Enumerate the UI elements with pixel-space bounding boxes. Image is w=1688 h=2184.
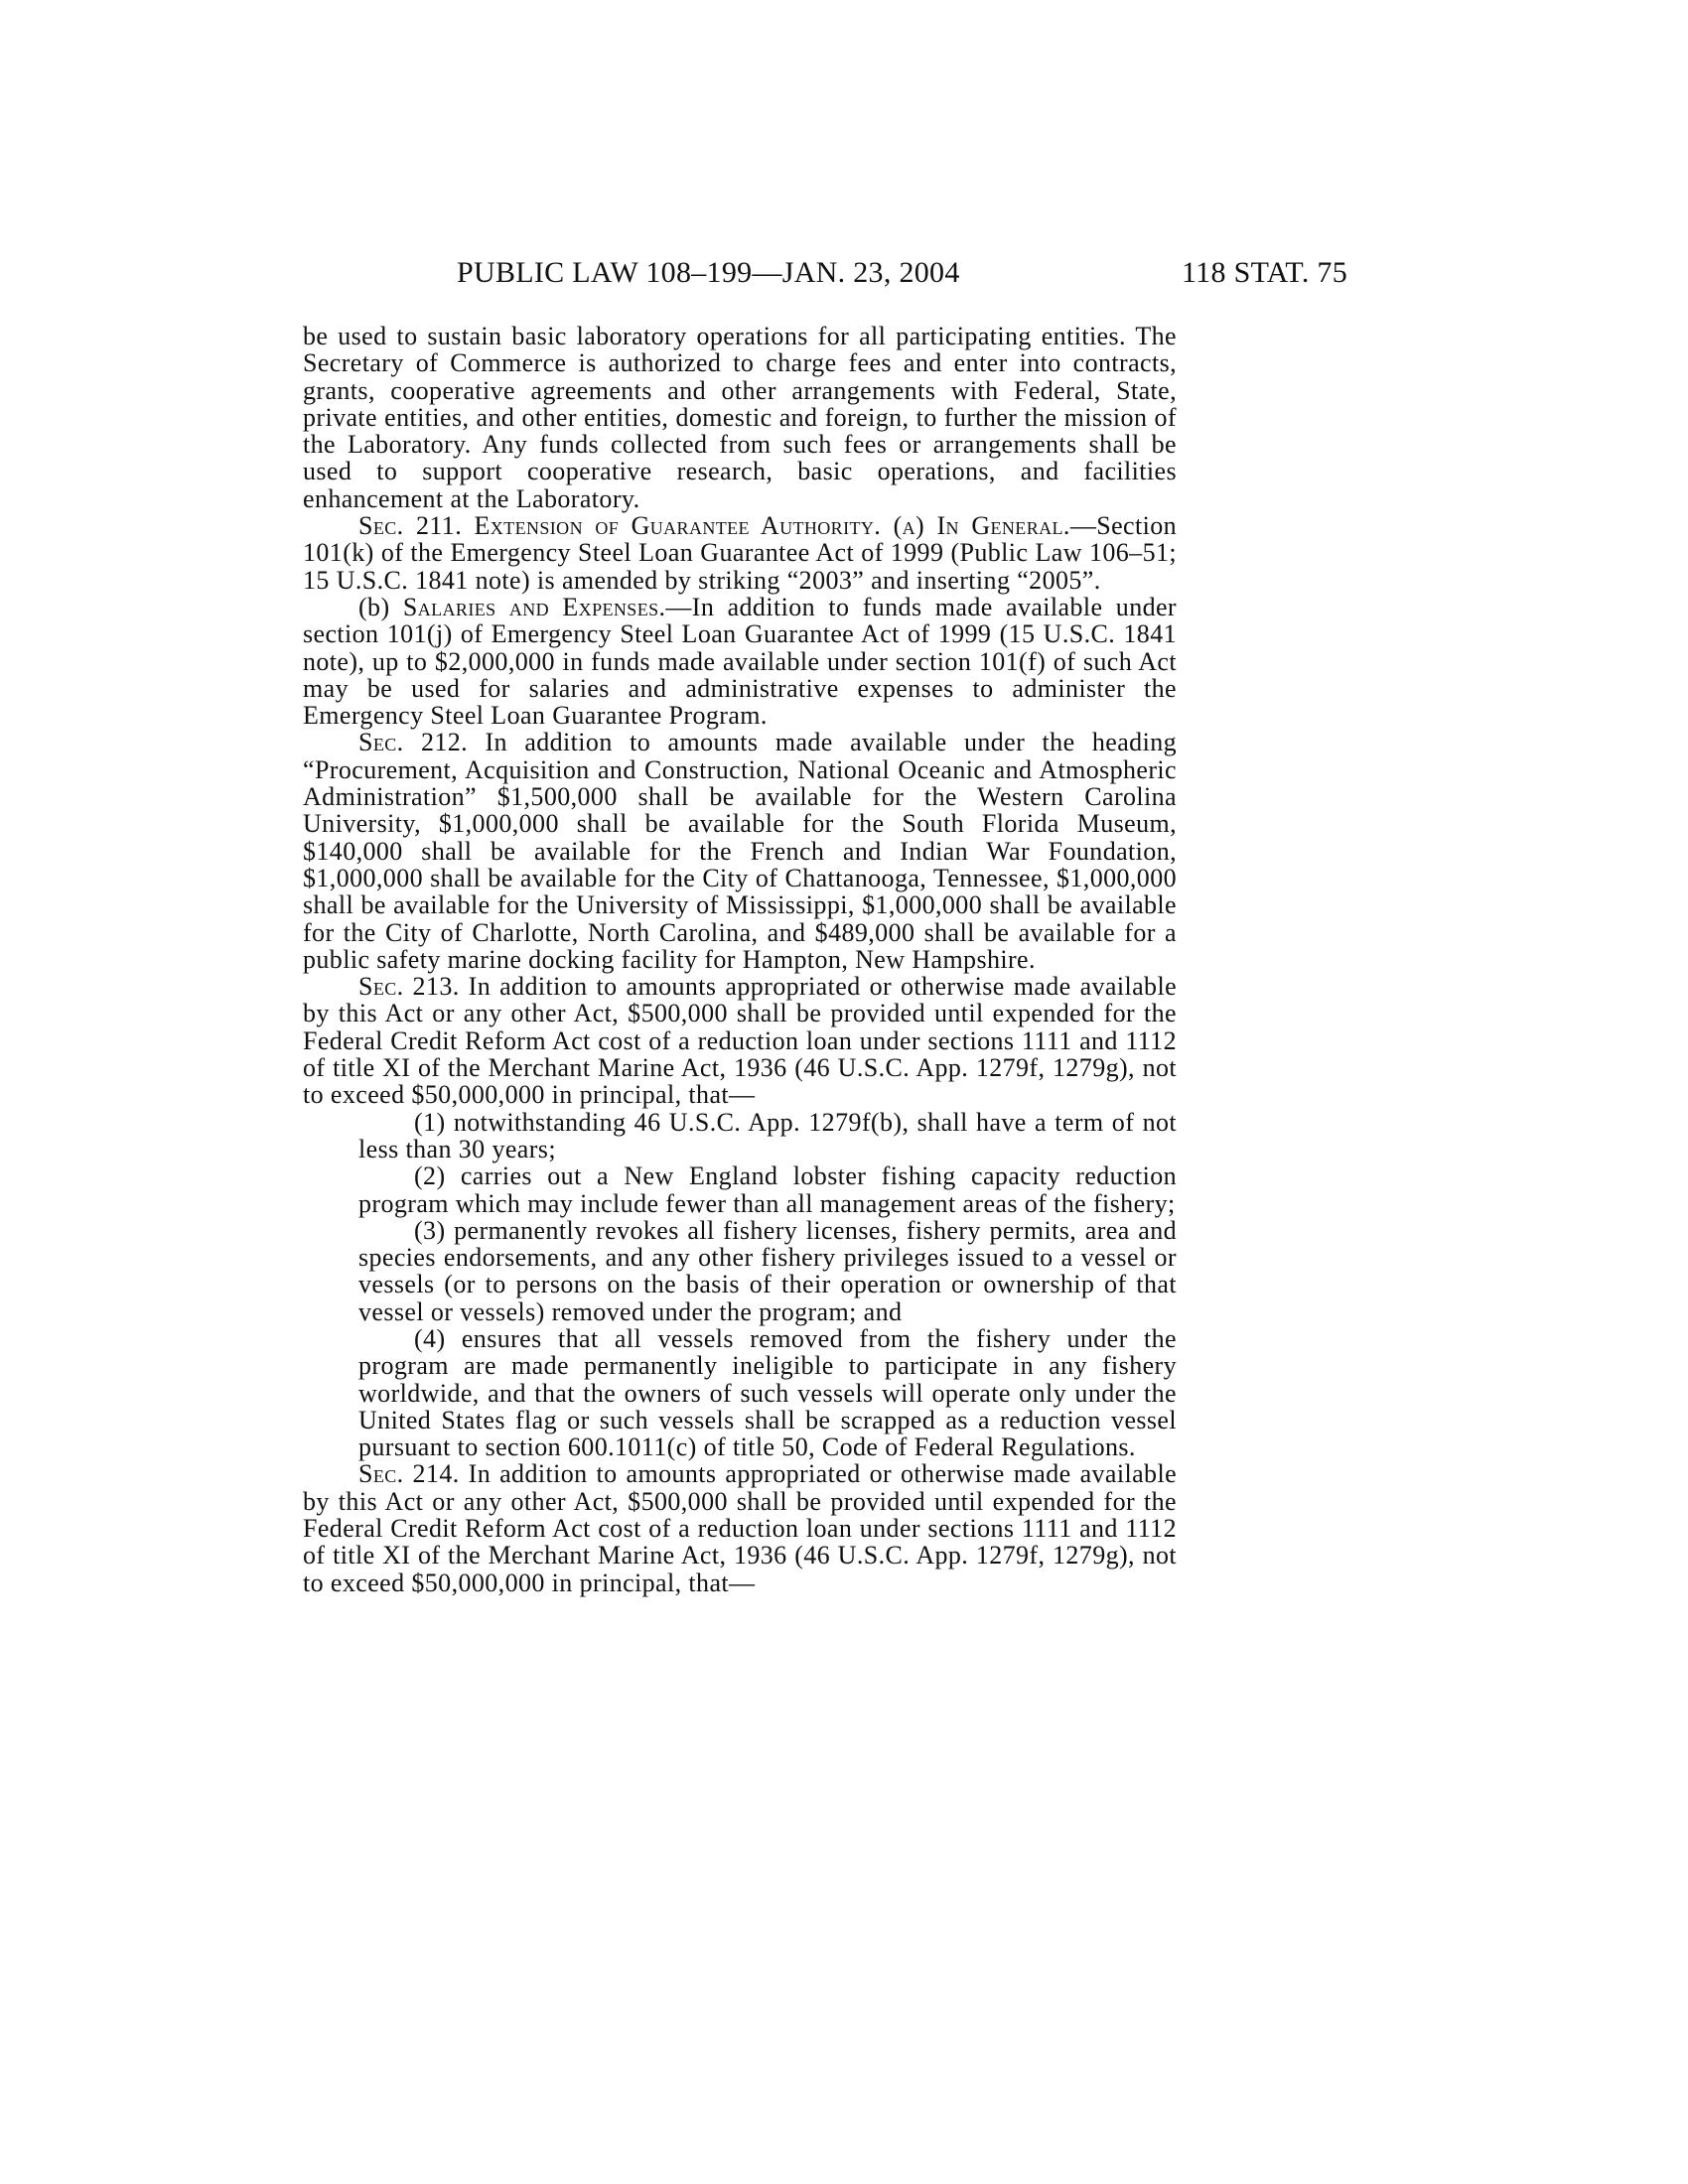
- subsection-label: (b): [358, 592, 390, 621]
- section-text: In addition to amounts appropriated or otherwise made available by this Act or any other Act, $500,000 shall be provided until expended for the Federal Credit Reform Act cost of a reduction loan under sections 1111 and 1112 of title XI of the Merchant Marine Act, 1936 (46 U.S.C. App. 1279f, 1279g), not to exceed $50,000,000 in principal, that—: [303, 972, 1178, 1110]
- page-reference: 118 STAT. 75: [1182, 256, 1348, 289]
- continued-paragraph: be used to sustain basic laboratory operations for all participating entities. The Secretary of Commerce is authorized to charge fees and enter into contracts, grants, cooperative agreements and other arrangements with Federal, State, private entities, and other entities, domestic and foreign, to further the mission of the Laboratory. Any funds collected from such fees or arrangements shall be used to support cooperative research, basic operations, and facilities enhancement at the Laboratory.: [303, 322, 1177, 513]
- sec-213-item: (2) carries out a New England lobster fishing capacity reduction program which may include fewer than all management areas of the fishery;: [358, 1161, 1177, 1218]
- running-header: [0, 256, 1688, 296]
- sec-211b-paragraph: [303, 594, 1177, 729]
- section-number: Sec. 213.: [358, 972, 460, 1002]
- sec-212-paragraph: [303, 729, 1177, 973]
- sec-213-item: (4) ensures that all vessels removed from the fishery under the program are made permanently ineligible to participate in any fishery worldwide, and that the owners of such vessels will operate only under the United States flag or such vessels shall be scrapped as a reduction vessel pursuant to section 600.1011(c) of title 50, Code of Federal Regulations.: [358, 1323, 1177, 1462]
- subsection-label: (a) In General.: [893, 511, 1070, 541]
- section-text: In addition to amounts made available under the heading “Procurement, Acquisition and Construction, National Oceanic and Atmospheric Administration” $1,500,000 shall be available for the Western Carolina University, $1,000,000 shall be available for the South Florida Museum, $140,000 shall be available for the French and Indian War Foundation, $1,000,000 shall be available for the City of Chattanooga, Tennessee, $1,000,000 shall be available for the University of Mississippi, $1,000,000 shall be available for the City of Charlotte, North Carolina, and $489,000 shall be available for a public safety marine docking facility for Hampton, New Hampshire.: [303, 728, 1178, 974]
- section-heading: Extension of Guarantee Authority.: [474, 511, 882, 541]
- subsection-heading: Salaries and Expenses.: [402, 592, 666, 621]
- section-number: Sec. 212.: [358, 728, 469, 757]
- section-text: —Section 101(k) of the Emergency Steel Loan Guarantee Act of 1999 (Public Law 106–51; 15 U.S.C. 1841 note) is amended by striking “2003” and inserting “2005”.: [303, 511, 1177, 595]
- section-number: Sec. 211.: [358, 511, 463, 541]
- sec-211-paragraph: [303, 512, 1177, 594]
- sec-213-item: (1) notwithstanding 46 U.S.C. App. 1279f(b), shall have a term of not less than 30 years;: [358, 1107, 1177, 1163]
- section-text: In addition to amounts appropriated or otherwise made available by this Act or any other Act, $500,000 shall be provided until expended for the Federal Credit Reform Act cost of a reduction loan under sections 1111 and 1112 of title XI of the Merchant Marine Act, 1936 (46 U.S.C. App. 1279f, 1279g), not to exceed $50,000,000 in principal, that—: [303, 1459, 1178, 1597]
- sec-213-item: (3) permanently revokes all fishery licenses, fishery permits, area and species endorsements, and any other fishery privileges issued to a vessel or vessels (or to persons on the basis of their operation or ownership of that vessel or vessels) removed under the program; and: [358, 1215, 1177, 1326]
- body-text: [303, 323, 1177, 1596]
- sec-214-paragraph: [303, 1460, 1177, 1595]
- section-number: Sec. 214.: [358, 1459, 460, 1489]
- sec-213-paragraph: [303, 973, 1177, 1108]
- header-title: PUBLIC LAW 108–199—JAN. 23, 2004: [457, 256, 960, 289]
- subsection-text: —In addition to funds made available under section 101(j) of Emergency Steel Loan Guarantee Act of 1999 (15 U.S.C. 1841 note), up to $2,000,000 in funds made available under section 101(f) of such Act may be used for salaries and administrative expenses to administer the Emergency Steel Loan Guarantee Program.: [303, 592, 1177, 731]
